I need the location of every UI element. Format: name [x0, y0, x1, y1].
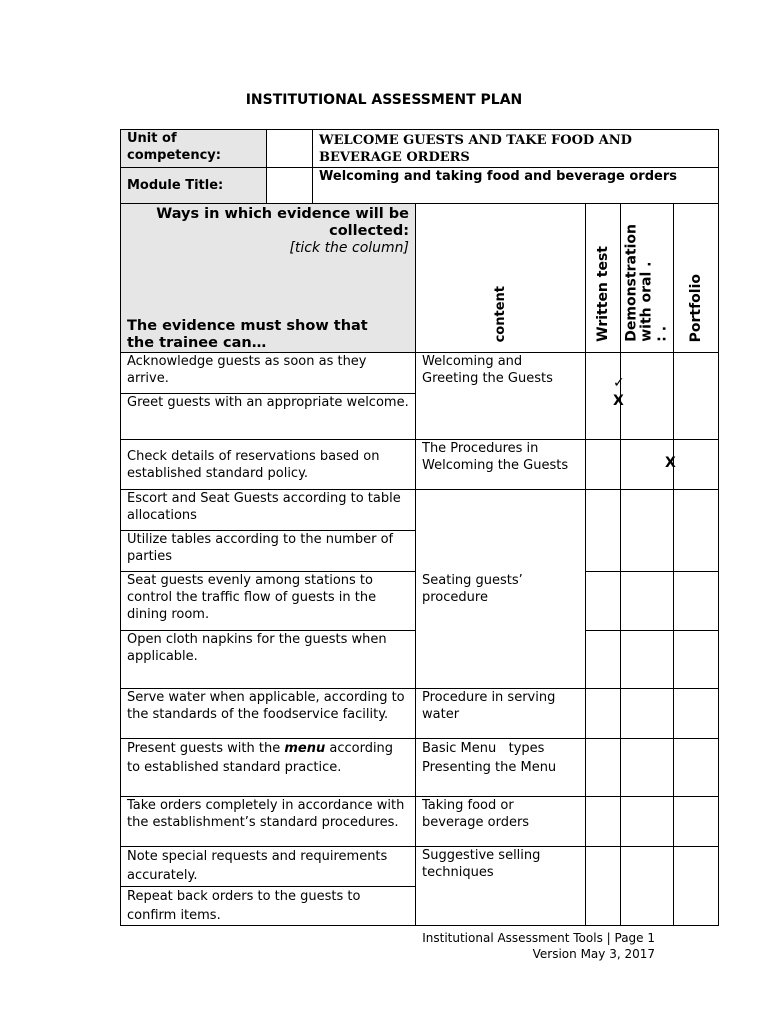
- evidence-ways-text: Ways in which evidence will be collected:: [156, 206, 409, 239]
- check-mark: ✓: [613, 375, 625, 391]
- portfolio-mark-cell: [674, 797, 719, 847]
- evidence-header-cell: [121, 204, 416, 353]
- demonstration-column-header: [625, 224, 670, 342]
- evidence-header-row: [121, 204, 719, 353]
- criterion-cell: Utilize tables according to the number of parties: [121, 531, 416, 572]
- content-cell: The Procedures in Welcoming the Guests: [416, 440, 586, 490]
- demo-mark-cell: [613, 353, 674, 440]
- portfolio-mark-cell: [674, 739, 719, 797]
- footer-version: Version May 3, 2017: [532, 947, 655, 961]
- criterion-text: according to established standard practice.: [127, 741, 394, 775]
- content-column-header: content: [492, 285, 508, 342]
- demo-mark-cell: [621, 572, 674, 631]
- table-row: [121, 797, 719, 847]
- content-cell: [416, 739, 586, 797]
- criterion-emphasis: menu: [284, 741, 326, 756]
- demo-mark-cell: [621, 490, 674, 572]
- written-mark-cell: [586, 490, 621, 572]
- module-value: Welcoming and taking food and beverage orders: [313, 168, 719, 204]
- criterion-text: Present guests with the: [127, 741, 285, 756]
- content-cell: Procedure in serving water: [416, 689, 586, 739]
- evidence-tick-text: [tick the column]: [289, 240, 409, 256]
- content-line: Basic Menu types: [422, 741, 545, 756]
- page-footer: [422, 930, 655, 962]
- criterion-cell: Note special requests and requirements accurately.: [121, 847, 416, 887]
- content-cell: Seating guests’ procedure: [416, 490, 586, 689]
- portfolio-mark-cell: [674, 572, 719, 631]
- footer-page-info: Institutional Assessment Tools | Page 1: [422, 931, 655, 945]
- criterion-cell: Escort and Seat Guests according to table allocations: [121, 490, 416, 531]
- unit-spacer-cell: [267, 130, 313, 168]
- written-mark-cell: [586, 631, 621, 689]
- criterion-cell: Greet guests with an appropriate welcome.: [121, 394, 416, 440]
- table-row: [121, 490, 719, 531]
- portfolio-mark-cell: [674, 440, 719, 490]
- demo-header-line3: : .: [653, 326, 670, 342]
- module-spacer-cell: [267, 168, 313, 204]
- unit-label: Unit of competency:: [121, 130, 267, 168]
- table-row: [121, 739, 719, 797]
- content-cell: Suggestive selling techniques: [416, 847, 586, 926]
- criterion-cell: [121, 739, 416, 797]
- portfolio-mark-cell: [674, 631, 719, 689]
- criterion-cell: Repeat back orders to the guests to confirm items.: [121, 887, 416, 926]
- demo-mark-cell: [621, 440, 674, 490]
- evidence-must-show-text: The evidence must show that the trainee can…: [127, 318, 368, 351]
- demo-mark-cell: [621, 689, 674, 739]
- criterion-cell: Serve water when applicable, according to the standards of the foodservice facility.: [121, 689, 416, 739]
- unit-value: WELCOME GUESTS AND TAKE FOOD AND BEVERAGE ORDERS: [313, 130, 719, 168]
- table-row: [121, 353, 719, 394]
- portfolio-mark-cell: [674, 490, 719, 572]
- content-header-cell: [416, 204, 586, 353]
- table-row: [121, 440, 719, 490]
- page-title: INSTITUTIONAL ASSESSMENT PLAN: [245, 92, 523, 108]
- demo-header-line2: with oral .: [638, 261, 655, 342]
- portfolio-mark-cell: [674, 847, 719, 926]
- written-mark-cell: [586, 440, 621, 490]
- portfolio-mark-cell: [674, 353, 719, 440]
- written-mark-cell: [586, 797, 621, 847]
- table-row: [121, 689, 719, 739]
- module-row: [121, 168, 719, 204]
- x-mark: X: [665, 455, 676, 471]
- demo-header-cell: [621, 204, 674, 353]
- portfolio-mark-cell: [674, 689, 719, 739]
- written-mark-cell: [586, 572, 621, 631]
- written-mark-cell: [586, 847, 621, 926]
- written-mark-cell: [586, 739, 621, 797]
- demo-mark-cell: [621, 797, 674, 847]
- portfolio-header-cell: [674, 204, 719, 353]
- content-cell: Welcoming and Greeting the Guests: [416, 353, 586, 440]
- x-mark: X: [613, 393, 624, 409]
- written-test-column-header: Written test: [595, 246, 611, 342]
- demo-header-line1: Demonstration: [623, 224, 640, 342]
- demo-mark-cell: [621, 631, 674, 689]
- table-row: [121, 847, 719, 887]
- criterion-cell: Acknowledge guests as soon as they arrive.: [121, 353, 416, 394]
- demo-mark-cell: [621, 739, 674, 797]
- criterion-cell: Check details of reservations based on established standard policy.: [121, 440, 416, 490]
- assessment-plan-table: [120, 129, 719, 926]
- content-line: Presenting the Menu: [422, 760, 557, 775]
- demo-mark-cell: [621, 847, 674, 926]
- content-cell: Taking food or beverage orders: [416, 797, 586, 847]
- portfolio-column-header: Portfolio: [688, 273, 705, 342]
- criterion-cell: Open cloth napkins for the guests when applicable.: [121, 631, 416, 689]
- module-label: Module Title:: [121, 168, 267, 204]
- criterion-cell: Seat guests evenly among stations to control the traffic flow of guests in the dining room.: [121, 572, 416, 631]
- written-header-cell: [586, 204, 621, 353]
- written-mark-cell: [586, 689, 621, 739]
- criterion-cell: Take orders completely in accordance with the establishment’s standard procedures.: [121, 797, 416, 847]
- unit-row: [121, 130, 719, 168]
